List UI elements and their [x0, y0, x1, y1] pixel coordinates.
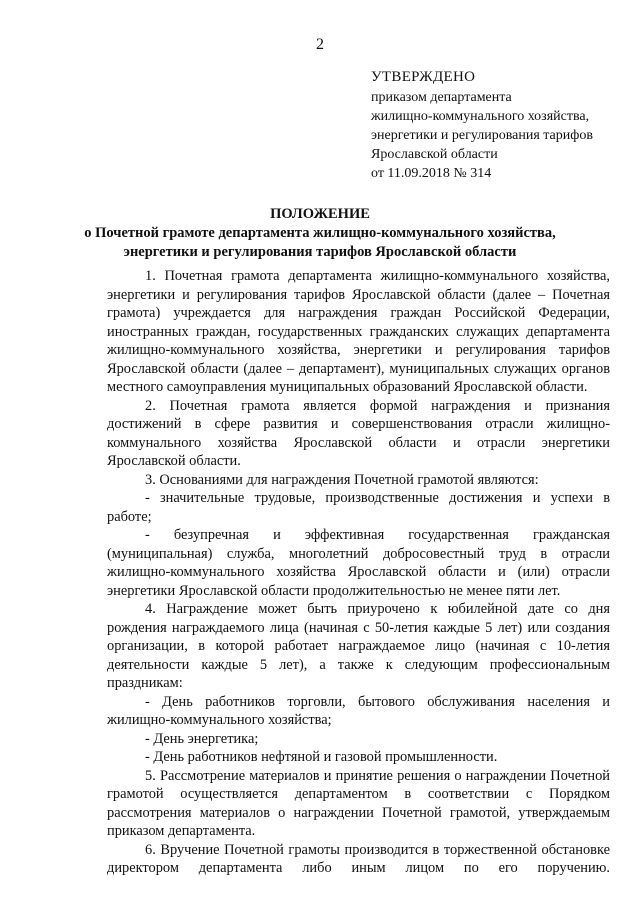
- document-body: [107, 267, 610, 878]
- paragraph-3: 3. Основаниями для награждения Почетной грамотой являются:: [145, 471, 539, 488]
- title-main: ПОЛОЖЕНИЕ: [270, 206, 370, 222]
- paragraph-1: 1. Почетная грамота департамента жилищно-коммунального хозяйства, энергетики и регулирования тарифов Ярославской области (далее – Почетная грамота) учреждается для награждения граждан Российской Федерации, иностранных граждан, государственных гражданских служащих департамента жилищно-коммунального хозяйства, энергетики и регулирования тарифов Ярославской области (далее – департамент), муниципальных служащих органов местного самоуправления муниципальных образований Ярославской области.: [107, 268, 610, 395]
- page-number: 2: [316, 36, 324, 53]
- title-subtitle-line: энергетики и регулирования тарифов Ярославской области: [123, 244, 517, 260]
- paragraph-5: 5. Рассмотрение материалов и принятие решения о награждении Почетной грамотой осуществляется департаментом в соответствии с Порядком рассмотрения материалов о награждении Почетной грамотой, утверждаемым приказом департамента.: [107, 767, 610, 839]
- approval-heading: УТВЕРЖДЕНО: [371, 69, 476, 85]
- approval-stamp: [371, 68, 621, 183]
- paragraph-2: 2. Почетная грамота является формой награждения и признания достижений в сфере развития и совершенствования отрасли жилищно-коммунального хозяйства Ярославской области и отрасли энергетики Ярославской области.: [107, 397, 610, 469]
- paragraph-6: 6. Вручение Почетной грамоты производится в торжественной обстановке директором департамента либо иным лицом по его поручению.: [107, 841, 610, 876]
- document-title: [0, 205, 640, 262]
- approval-line: Ярославской области: [371, 147, 498, 162]
- approval-line: жилищно-коммунального хозяйства,: [371, 109, 590, 124]
- list-item: - День работников нефтяной и газовой промышленности.: [145, 749, 498, 765]
- approval-date-line: от 11.09.2018 № 314: [371, 166, 492, 181]
- approval-line: энергетики и регулирования тарифов: [371, 128, 593, 143]
- list-item: - День энергетика;: [145, 730, 259, 747]
- list-item: - значительные трудовые, производственные достижения и успехи в работе;: [107, 490, 610, 525]
- approval-line: приказом департамента: [371, 90, 512, 105]
- title-subtitle-line: о Почетной грамоте департамента жилищно-коммунального хозяйства,: [84, 225, 556, 241]
- paragraph-4: 4. Награждение может быть приурочено к юбилейной дате со дня рождения награждаемого лица (начиная с 50-летия каждые 5 лет) или создания организации, в которой работает награждаемое лицо (начиная с 10-летия деятельности каждые 5 лет), а также к следующим профессиональным праздникам:: [107, 601, 610, 691]
- list-item: - безупречная и эффективная государственная гражданская (муниципальная) служба, многолетний добросовестный труд в отрасли жилищно-коммунального хозяйства Ярославской области и (или) отрасли энергетики Ярославской области продолжительностью не менее пяти лет.: [107, 527, 610, 599]
- list-item: - День работников торговли, бытового обслуживания населения и жилищно-коммунального хозяйства;: [107, 693, 610, 728]
